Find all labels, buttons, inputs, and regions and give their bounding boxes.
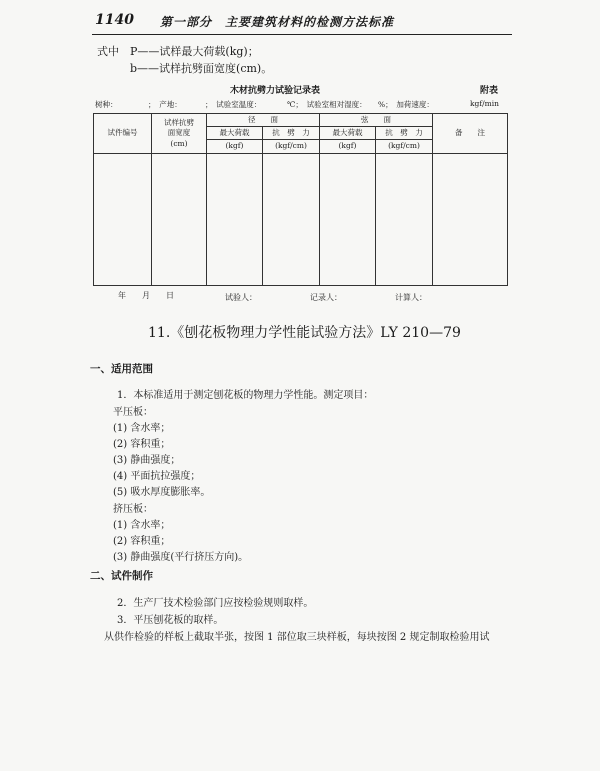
- meta-origin: ； 产地：: [148, 100, 182, 109]
- test-record-table: [93, 113, 508, 286]
- tangential-max-load: 最大荷载: [320, 127, 376, 140]
- list-item: (1) 含水率；: [113, 423, 171, 434]
- prep-line-3: 3．平压刨花板的取样。: [117, 615, 224, 626]
- col-split-width: 试样抗劈 面宽度 (cm): [152, 114, 207, 154]
- flat-board-label: 平压板：: [113, 407, 153, 418]
- meta-species: 树种：: [95, 100, 118, 109]
- footer-calculator: 计算人：: [395, 293, 427, 302]
- list-item: (1) 含水率；: [113, 520, 171, 531]
- meta-room-temp: ； 试验室温度：: [205, 100, 262, 109]
- col-specimen-number: 试件编号: [94, 114, 152, 154]
- scope-intro: 1．本标准适用于测定刨花板的物理力学性能。测定项目：: [117, 390, 374, 401]
- tangential-split-force: 抗 劈 力: [376, 127, 433, 140]
- group-radial: 径 面: [207, 114, 320, 127]
- list-item: (2) 容积重；: [113, 536, 171, 547]
- radial-split-force-unit: (kgf/cm): [263, 140, 320, 154]
- footer-recorder: 记录人：: [310, 293, 342, 302]
- heading-specimen-prep: 二、试件制作: [90, 570, 153, 582]
- running-title: 第一部分 主要建筑材料的检测方法标准: [160, 15, 395, 29]
- appendix-label: 附表: [480, 86, 499, 96]
- list-item: (3) 静曲强度；: [113, 455, 181, 466]
- list-item: (2) 容积重；: [113, 439, 171, 450]
- heading-scope: 一、适用范围: [90, 363, 153, 375]
- radial-max-load: 最大荷载: [207, 127, 263, 140]
- section-title: 11.《刨花板物理力学性能试验方法》LY 210—79: [148, 325, 461, 341]
- formula-prefix: 式中: [97, 45, 119, 58]
- radial-split-force: 抗 劈 力: [263, 127, 320, 140]
- group-tangential: 弦 面: [320, 114, 433, 127]
- table-row: [94, 154, 508, 286]
- meta-load-rate: %； 加荷速度：: [378, 100, 434, 109]
- formula-line-p: P——试样最大荷载(kg)；: [130, 45, 259, 58]
- tangential-split-force-unit: (kgf/cm): [376, 140, 433, 154]
- prep-line-detail: 从供作检验的样板上截取半张，按图 1 部位取三块样板，每块按图 2 规定制取检验用试: [104, 632, 490, 643]
- footer-date: 年 月 日: [118, 291, 174, 300]
- list-item: (5) 吸水厚度膨胀率。: [113, 487, 211, 498]
- header-rule: [92, 34, 512, 35]
- footer-tester: 试验人：: [225, 293, 257, 302]
- list-item: (3) 静曲强度(平行挤压方向)。: [113, 552, 249, 563]
- meta-load-unit: kgf/min: [470, 99, 499, 108]
- prep-line-2: 2．生产厂技术检验部门应按检验规则取样。: [117, 598, 314, 609]
- page-number: 1140: [95, 12, 134, 28]
- radial-max-load-unit: (kgf): [207, 140, 263, 154]
- extruded-board-label: 挤压板：: [113, 504, 153, 515]
- meta-humidity: ℃； 试验室相对湿度：: [287, 100, 367, 109]
- list-item: (4) 平面抗拉强度；: [113, 471, 201, 482]
- table-title: 木材抗劈力试验记录表: [230, 86, 321, 96]
- tangential-max-load-unit: (kgf): [320, 140, 376, 154]
- col-remarks: 备 注: [433, 114, 508, 154]
- formula-line-b: b——试样抗劈面宽度(cm)。: [130, 62, 273, 75]
